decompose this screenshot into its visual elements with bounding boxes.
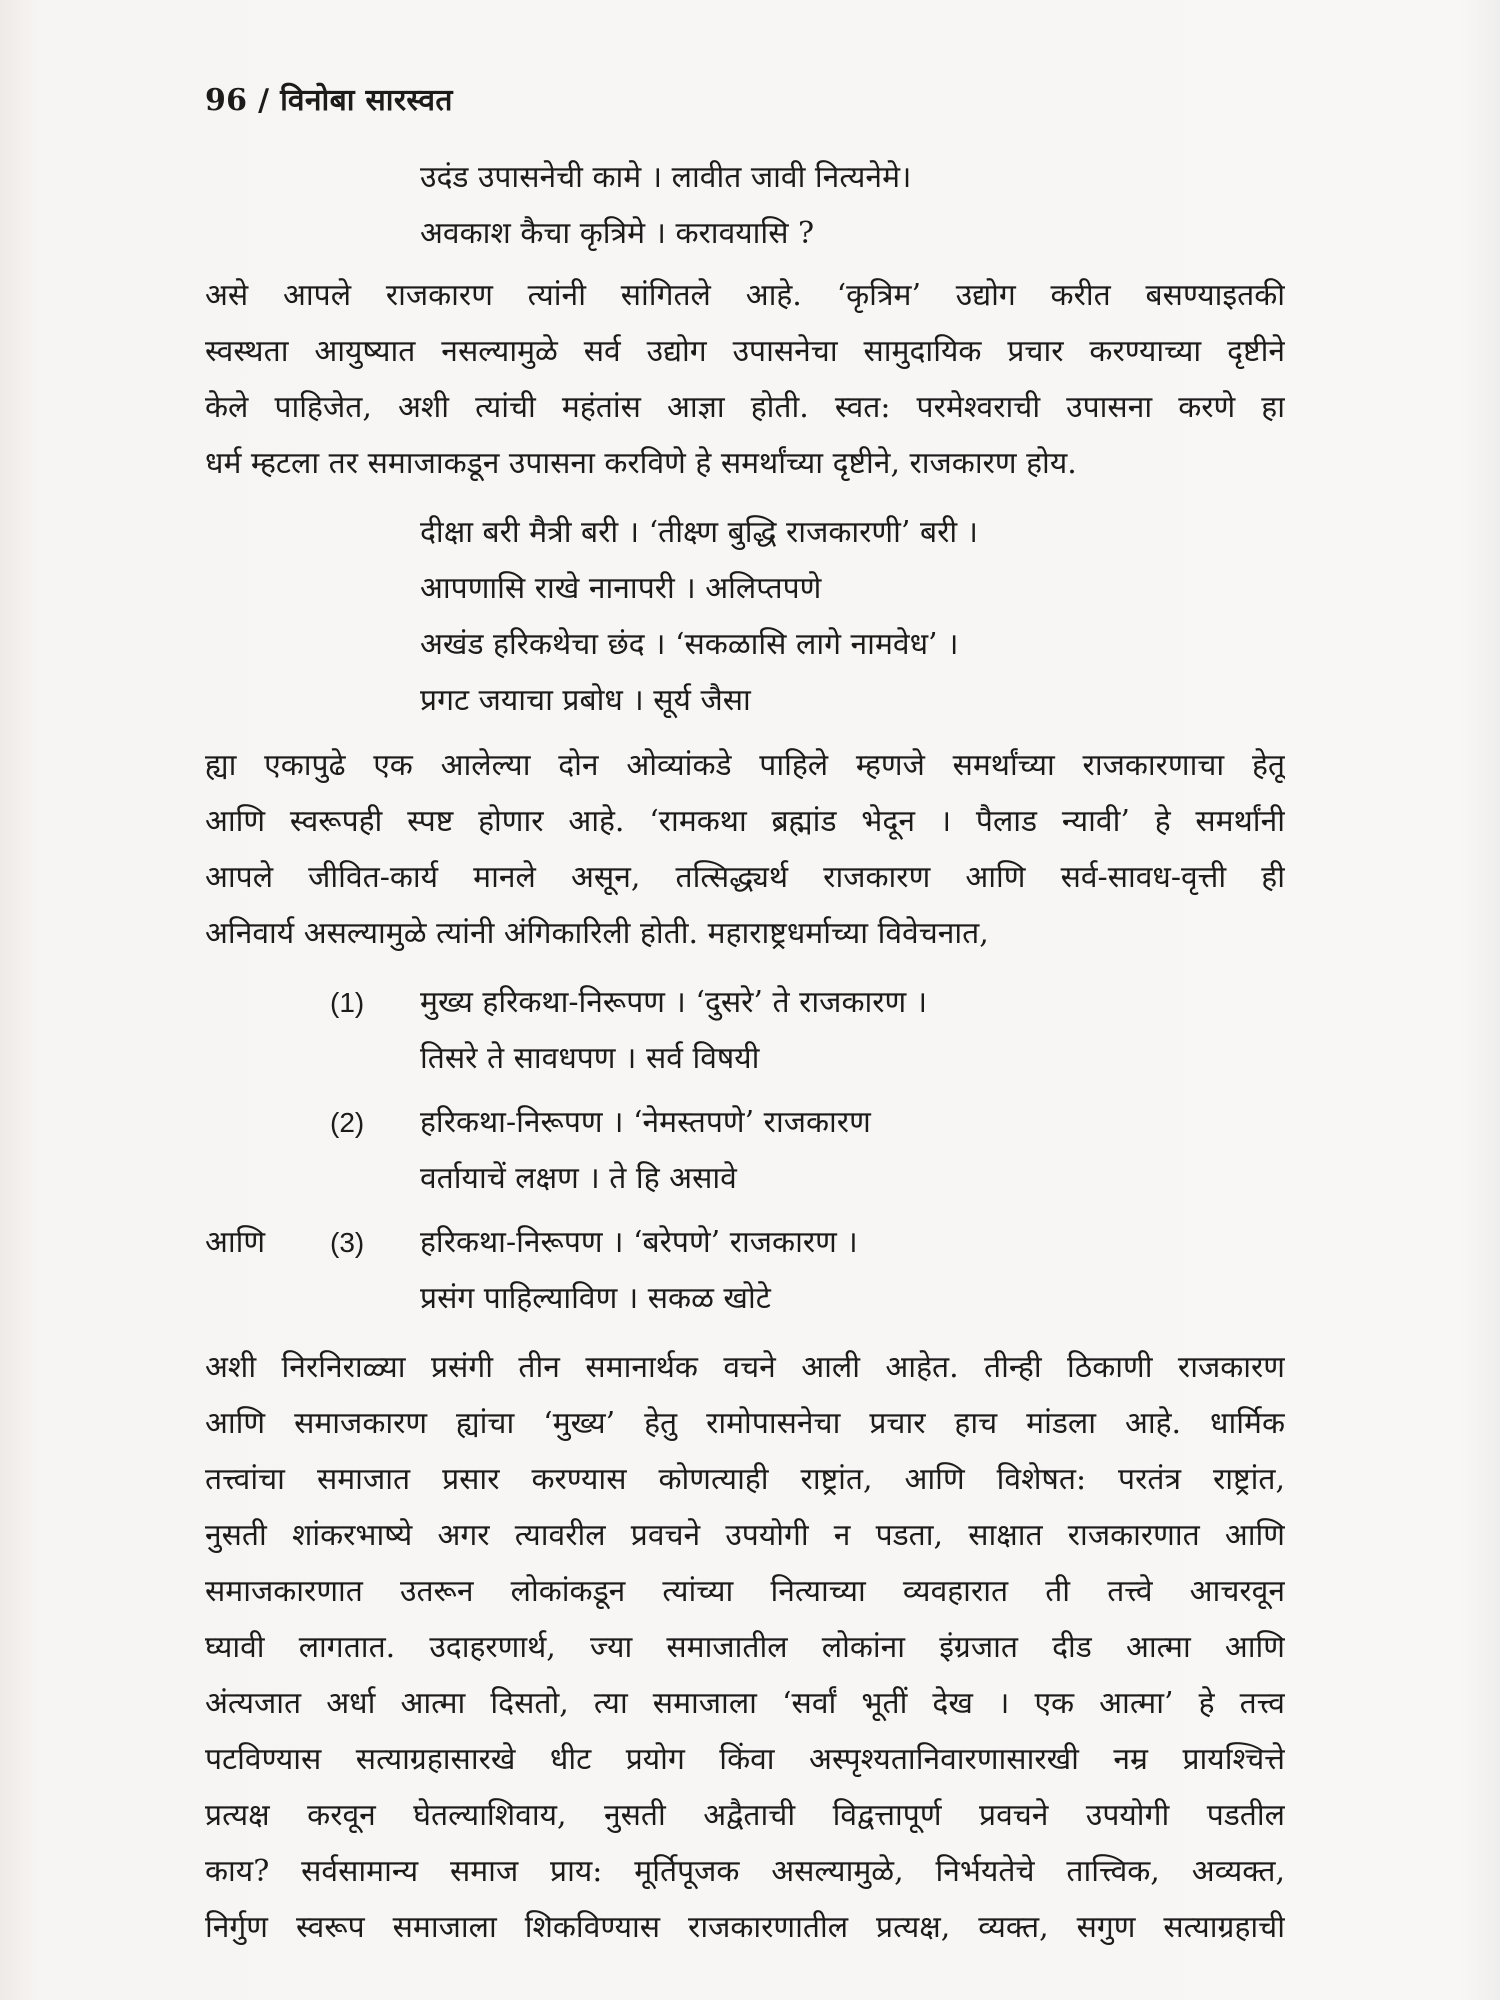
text-line: आपले जीवित-कार्य मानले असून, तत्सिद्ध्यर्थ राजकारण आणि सर्व-सावध-वृत्ती ही bbox=[205, 860, 1285, 895]
verse-line: तिसरे ते सावधपण । सर्व विषयी bbox=[420, 1041, 760, 1076]
text-line: अशी निरनिराळ्या प्रसंगी तीन समानार्थक वचने आली आहेत. तीन्ही ठिकाणी राजकारण bbox=[205, 1350, 1285, 1385]
verse-line: अखंड हरिकथेचा छंद । ‘सकळासि लागे नामवेध’ । bbox=[420, 627, 959, 662]
paragraph-2 bbox=[205, 738, 1285, 962]
verse-line: प्रसंग पाहिल्याविण । सकळ खोटे bbox=[420, 1281, 771, 1316]
text-line: असे आपले राजकारण त्यांनी सांगितले आहे. ‘कृत्रिम’ उद्योग करीत बसण्याइतकी bbox=[205, 278, 1285, 313]
verse-line: प्रगट जयाचा प्रबोध । सूर्य जैसा bbox=[420, 683, 751, 718]
text-line: अंत्यजात अर्धा आत्मा दिसतो, त्या समाजाला ‘सर्वां भूतीं देख । एक आत्मा’ हे तत्त्व bbox=[205, 1686, 1285, 1721]
lead-word-ani: आणि bbox=[205, 1225, 266, 1260]
quote-number: (2) bbox=[330, 1107, 365, 1138]
text-line: घ्यावी लागतात. उदाहरणार्थ, ज्या समाजातील लोकांना इंग्रजात दीड आत्मा आणि bbox=[205, 1630, 1285, 1665]
text-line: केले पाहिजेत, अशी त्यांची महंतांस आज्ञा होती. स्वत: परमेश्वराची उपासना करणे हा bbox=[205, 390, 1285, 425]
text-line: धर्म म्हटला तर समाजाकडून उपासना करविणे हे समर्थांच्या दृष्टीने, राजकारण होय. bbox=[205, 446, 1077, 481]
verse-line: मुख्य हरिकथा-निरूपण । ‘दुसरे’ ते राजकारण । bbox=[420, 985, 928, 1020]
text-line: पटविण्यास सत्याग्रहासारखे धीट प्रयोग किंवा अस्पृश्यतानिवारणासारखी नम्र प्रायश्चित्ते bbox=[205, 1742, 1285, 1777]
verse-line: दीक्षा बरी मैत्री बरी । ‘तीक्ष्ण बुद्धि राजकारणी’ बरी । bbox=[420, 515, 979, 550]
text-line: काय? सर्वसामान्य समाज प्राय: मूर्तिपूजक असल्यामुळे, निर्भयतेचे तात्त्विक, अव्यक्त, bbox=[205, 1854, 1285, 1889]
text-line: प्रत्यक्ष करवून घेतल्याशिवाय, नुसती अद्वैताची विद्वत्तापूर्ण प्रवचने उपयोगी पडतील bbox=[205, 1798, 1285, 1833]
text-line: आणि स्वरूपही स्पष्ट होणार आहे. ‘रामकथा ब्रह्मांड भेदून । पैलाड न्यावी’ हे समर्थांनी bbox=[205, 804, 1285, 839]
paragraph-3 bbox=[205, 1340, 1285, 1956]
verse-line: आपणासि राखे नानापरी । अलिप्तपणे bbox=[420, 571, 822, 606]
text-line: ह्या एकापुढे एक आलेल्या दोन ओव्यांकडे पाहिले म्हणजे समर्थांच्या राजकारणाचा हेतू bbox=[205, 748, 1285, 783]
verse-line: वर्तायाचें लक्षण । ते हि असावे bbox=[420, 1161, 737, 1196]
quote-number: (3) bbox=[330, 1227, 365, 1258]
verse-line: हरिकथा-निरूपण । ‘बरेपणे’ राजकारण । bbox=[420, 1225, 858, 1260]
paragraph-1 bbox=[205, 268, 1285, 492]
text-line: आणि समाजकारण ह्यांचा ‘मुख्य’ हेतु रामोपासनेचा प्रचार हाच मांडला आहे. धार्मिक bbox=[205, 1406, 1285, 1441]
verse-block-2 bbox=[420, 505, 978, 729]
verse-line: उदंड उपासनेची कामे । लावीत जावी नित्यनेमे। bbox=[420, 160, 912, 195]
text-line: नुसती शांकरभाष्ये अगर त्यावरील प्रवचने उपयोगी न पडता, साक्षात राजकारणात आणि bbox=[205, 1518, 1285, 1553]
text-line: अनिवार्य असल्यामुळे त्यांनी अंगिकारिली होती. महाराष्ट्रधर्माच्या विवेचनात, bbox=[205, 916, 989, 951]
text-line: तत्त्वांचा समाजात प्रसार करण्यास कोणत्याही राष्ट्रांत, आणि विशेषत: परतंत्र राष्ट्रांत, bbox=[205, 1462, 1285, 1497]
text-line: स्वस्थता आयुष्यात नसल्यामुळे सर्व उद्योग उपासनेचा सामुदायिक प्रचार करण्याच्या दृष्टीने bbox=[205, 334, 1285, 369]
verse-line: अवकाश कैचा कृत्रिमे । करावयासि ? bbox=[420, 216, 815, 251]
verse-line: हरिकथा-निरूपण । ‘नेमस्तपणे’ राजकारण bbox=[420, 1105, 871, 1140]
running-header: 96 / विनोबा सारस्वत bbox=[205, 83, 453, 118]
quote-number: (1) bbox=[330, 987, 365, 1018]
text-line: समाजकारणात उतरून लोकांकडून त्यांच्या नित्याच्या व्यवहारात ती तत्त्वे आचरवून bbox=[205, 1574, 1285, 1609]
text-line: निर्गुण स्वरूप समाजाला शिकविण्यास राजकारणातील प्रत्यक्ष, व्यक्त, सगुण सत्याग्रहाची bbox=[205, 1910, 1285, 1945]
verse-block-1 bbox=[420, 150, 911, 262]
